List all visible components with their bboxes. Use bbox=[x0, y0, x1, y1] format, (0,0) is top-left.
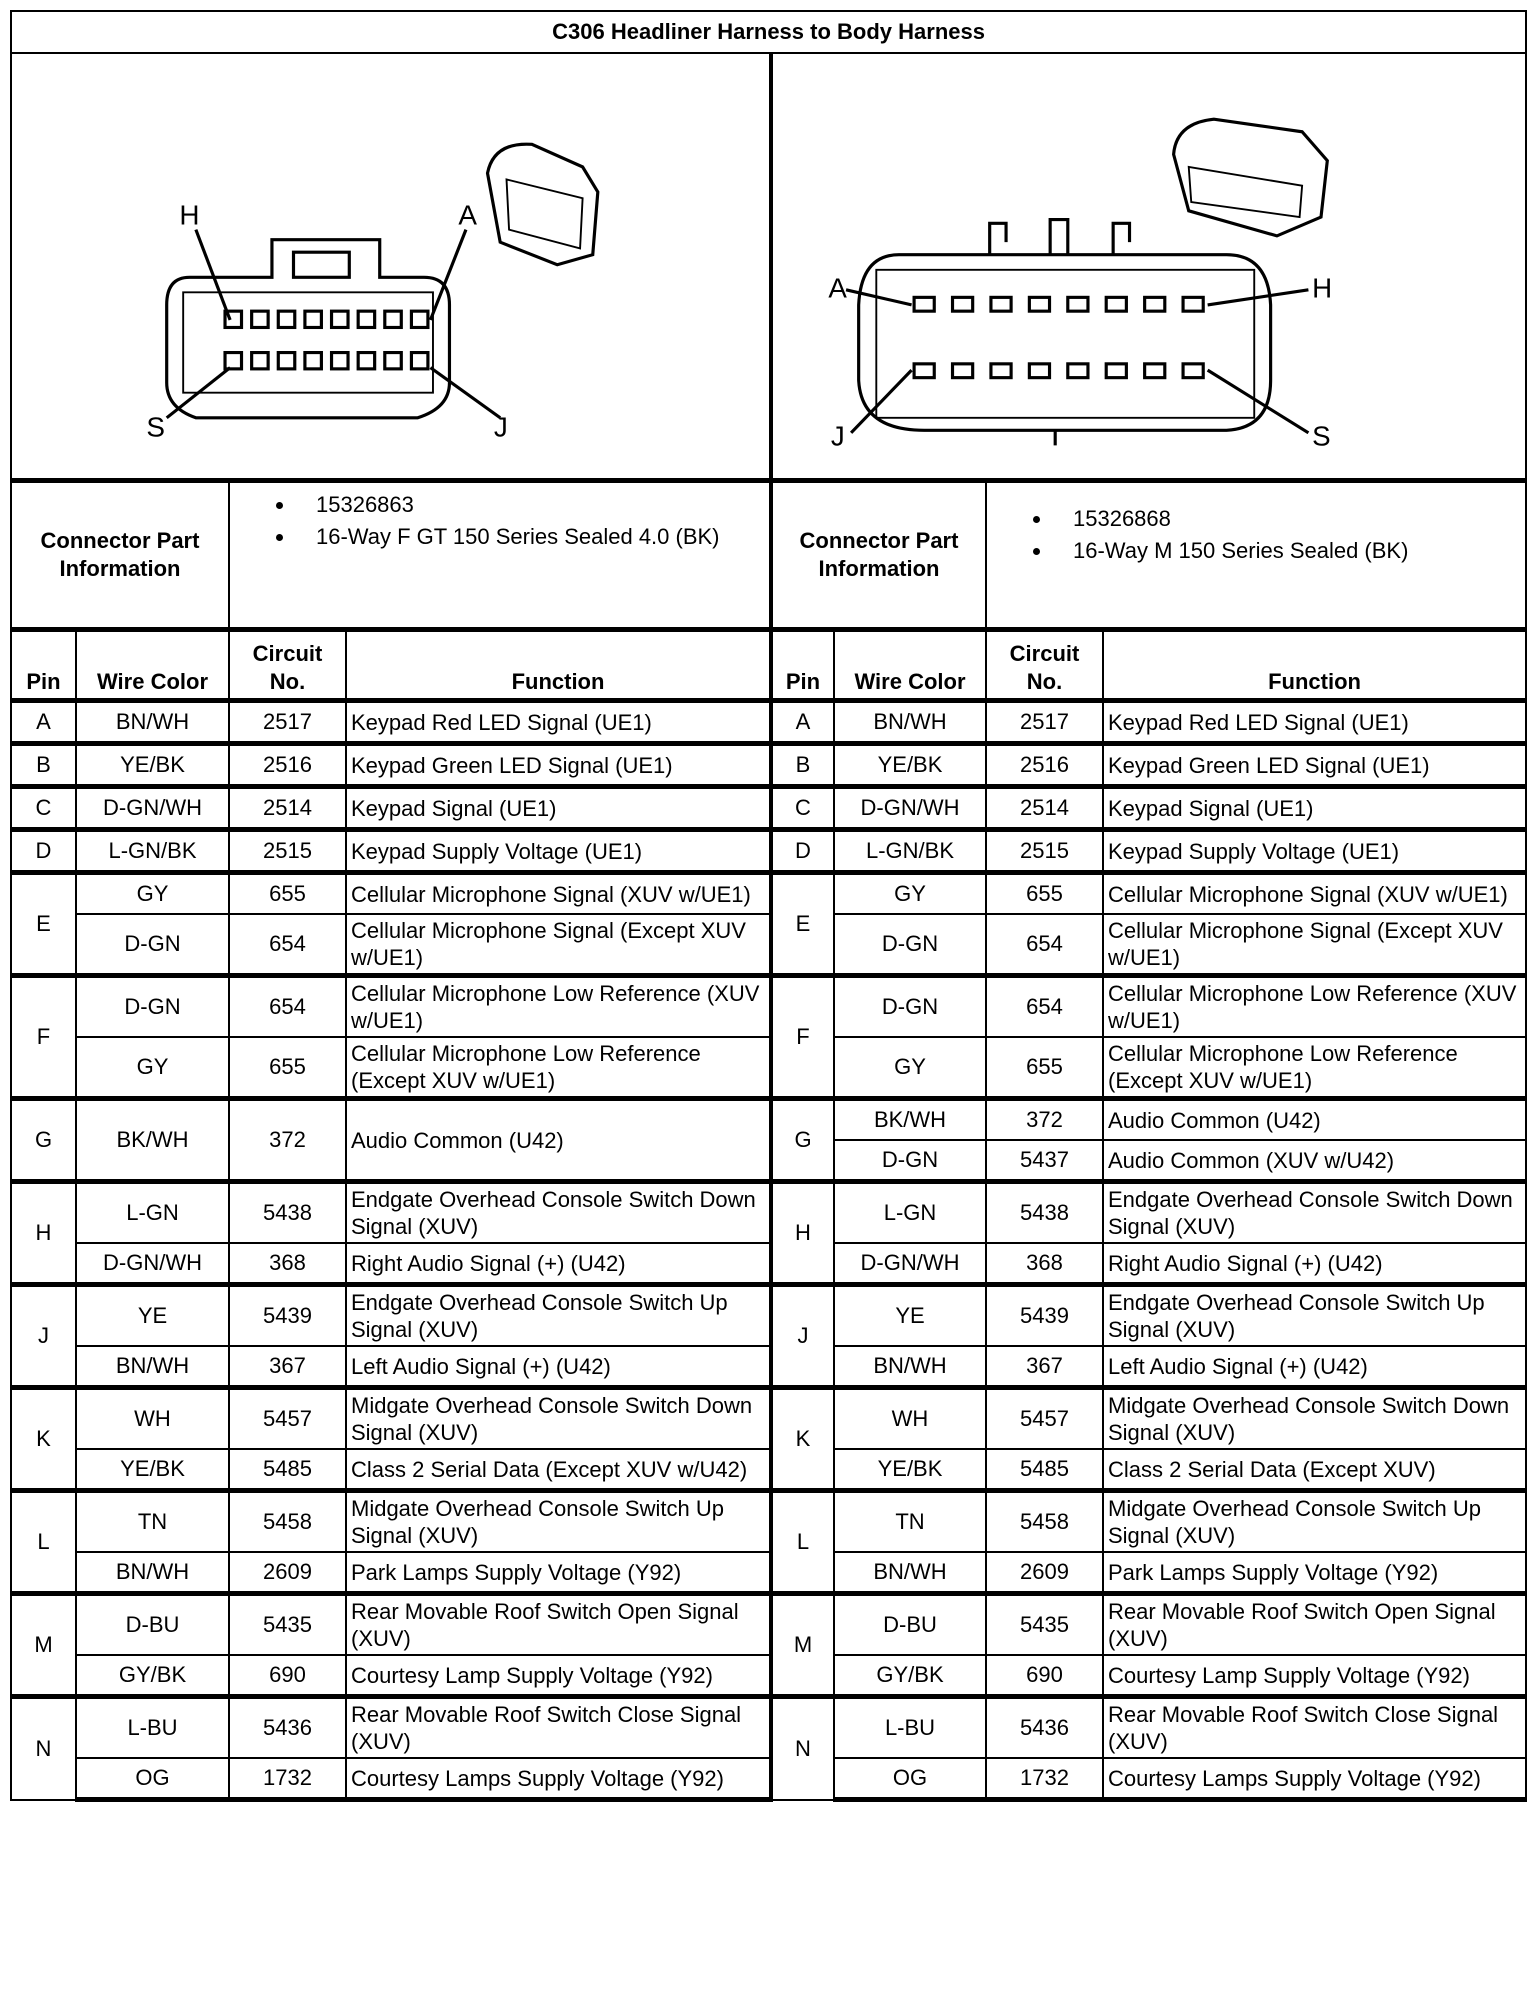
table-row bbox=[11, 1491, 1526, 1553]
pin-label-s: S bbox=[146, 411, 166, 443]
pin-cell: H bbox=[771, 1182, 834, 1285]
function-cell: Cellular Microphone Signal (Except XUV w/UE1) bbox=[1103, 914, 1526, 976]
left-part-number: • 15326863 bbox=[296, 491, 765, 519]
function-cell: Rear Movable Roof Switch Open Signal (XUV) bbox=[1103, 1594, 1526, 1656]
table-row bbox=[11, 744, 1526, 787]
circuit-cell: 5439 bbox=[229, 1285, 346, 1347]
pin-cavity bbox=[332, 353, 348, 369]
pin-cavity bbox=[1068, 364, 1088, 378]
wire-color-cell: D-GN bbox=[76, 914, 229, 976]
right-part-description: • 16-Way M 150 Series Sealed (BK) bbox=[1053, 537, 1521, 565]
pin-cell: E bbox=[11, 873, 76, 976]
function-cell: Keypad Green LED Signal (UE1) bbox=[346, 744, 771, 787]
function-cell: Rear Movable Roof Switch Close Signal (XUV) bbox=[346, 1697, 771, 1759]
pin-cavity bbox=[953, 297, 973, 311]
function-cell: Courtesy Lamp Supply Voltage (Y92) bbox=[1103, 1655, 1526, 1697]
table-row bbox=[11, 787, 1526, 830]
circuit-cell: 5457 bbox=[229, 1388, 346, 1450]
pin-cell: E bbox=[771, 873, 834, 976]
wire-color-cell: TN bbox=[76, 1491, 229, 1553]
wire-color-cell: GY/BK bbox=[834, 1655, 986, 1697]
function-cell: Audio Common (XUV w/U42) bbox=[1103, 1140, 1526, 1182]
function-cell: Audio Common (U42) bbox=[1103, 1099, 1526, 1141]
wire-color-cell: D-GN/WH bbox=[834, 1243, 986, 1285]
pin-cell: F bbox=[771, 976, 834, 1099]
function-cell: Park Lamps Supply Voltage (Y92) bbox=[1103, 1552, 1526, 1594]
pin-label-j: J bbox=[493, 411, 508, 443]
pin-cell: C bbox=[11, 787, 76, 830]
pin-cell: C bbox=[771, 787, 834, 830]
header-pin: Pin bbox=[771, 630, 834, 701]
circuit-cell: 367 bbox=[986, 1346, 1103, 1388]
table-row bbox=[11, 1594, 1526, 1656]
pin-cell: A bbox=[11, 701, 76, 744]
function-cell: Class 2 Serial Data (Except XUV w/U42) bbox=[346, 1449, 771, 1491]
function-cell: Left Audio Signal (+) (U42) bbox=[1103, 1346, 1526, 1388]
female-connector-icon bbox=[12, 54, 769, 478]
pin-label-j: J bbox=[830, 420, 845, 452]
circuit-cell: 654 bbox=[229, 976, 346, 1038]
function-cell: Cellular Microphone Signal (XUV w/UE1) bbox=[1103, 873, 1526, 915]
pin-cavity bbox=[1106, 297, 1126, 311]
wire-color-cell: GY bbox=[834, 1037, 986, 1099]
function-cell: Midgate Overhead Console Switch Up Signal (XUV) bbox=[346, 1491, 771, 1553]
circuit-cell: 5458 bbox=[986, 1491, 1103, 1553]
table-row bbox=[11, 1552, 1526, 1594]
wire-color-cell: D-GN/WH bbox=[76, 1243, 229, 1285]
pin-cavity bbox=[1068, 297, 1088, 311]
pin-cavity bbox=[991, 364, 1011, 378]
pin-cell: K bbox=[11, 1388, 76, 1491]
wire-color-cell: BK/WH bbox=[76, 1099, 229, 1182]
circuit-cell: 368 bbox=[229, 1243, 346, 1285]
circuit-cell: 5437 bbox=[986, 1140, 1103, 1182]
circuit-cell: 5435 bbox=[229, 1594, 346, 1656]
function-cell: Keypad Signal (UE1) bbox=[346, 787, 771, 830]
circuit-cell: 655 bbox=[986, 1037, 1103, 1099]
table-row bbox=[11, 1285, 1526, 1347]
pin-cavity bbox=[1145, 364, 1165, 378]
wire-color-cell: YE/BK bbox=[76, 744, 229, 787]
connector-pinout-table bbox=[10, 10, 1527, 1802]
circuit-cell: 654 bbox=[229, 914, 346, 976]
pin-cell: N bbox=[771, 1697, 834, 1800]
function-cell: Keypad Green LED Signal (UE1) bbox=[1103, 744, 1526, 787]
circuit-cell: 5435 bbox=[986, 1594, 1103, 1656]
right-connector-info-label: Connector Part Information bbox=[771, 481, 986, 630]
wire-color-cell: TN bbox=[834, 1491, 986, 1553]
wire-color-cell: D-GN bbox=[76, 976, 229, 1038]
table-row bbox=[11, 1037, 1526, 1099]
pin-cell: N bbox=[11, 1697, 76, 1800]
wire-color-cell: WH bbox=[834, 1388, 986, 1450]
circuit-cell: 654 bbox=[986, 914, 1103, 976]
pin-cell: J bbox=[771, 1285, 834, 1388]
wire-color-cell: D-BU bbox=[76, 1594, 229, 1656]
pin-cavity bbox=[252, 311, 268, 327]
circuit-cell: 372 bbox=[229, 1099, 346, 1182]
pin-cell: B bbox=[11, 744, 76, 787]
pin-cell: G bbox=[771, 1099, 834, 1182]
circuit-cell: 690 bbox=[229, 1655, 346, 1697]
pin-cavity bbox=[358, 353, 374, 369]
pin-cell: L bbox=[771, 1491, 834, 1594]
pin-cavity bbox=[225, 353, 241, 369]
function-cell: Endgate Overhead Console Switch Up Signal (XUV) bbox=[346, 1285, 771, 1347]
circuit-cell: 2515 bbox=[229, 830, 346, 873]
header-function: Function bbox=[1103, 630, 1526, 701]
wire-color-cell: L-BU bbox=[834, 1697, 986, 1759]
wire-color-cell: GY/BK bbox=[76, 1655, 229, 1697]
wire-color-cell: YE/BK bbox=[834, 1449, 986, 1491]
table-row bbox=[11, 701, 1526, 744]
function-cell: Midgate Overhead Console Switch Up Signal (XUV) bbox=[1103, 1491, 1526, 1553]
pin-cell: K bbox=[771, 1388, 834, 1491]
pin-cell: F bbox=[11, 976, 76, 1099]
function-cell: Audio Common (U42) bbox=[346, 1099, 771, 1182]
pin-cavity bbox=[914, 364, 934, 378]
header-pin: Pin bbox=[11, 630, 76, 701]
circuit-cell: 5485 bbox=[986, 1449, 1103, 1491]
pin-cavity bbox=[1183, 297, 1203, 311]
circuit-cell: 2514 bbox=[986, 787, 1103, 830]
wire-color-cell: D-BU bbox=[834, 1594, 986, 1656]
function-cell: Midgate Overhead Console Switch Down Signal (XUV) bbox=[346, 1388, 771, 1450]
circuit-cell: 5438 bbox=[229, 1182, 346, 1244]
pin-label-s: S bbox=[1312, 420, 1331, 452]
function-cell: Endgate Overhead Console Switch Up Signal (XUV) bbox=[1103, 1285, 1526, 1347]
table-row bbox=[11, 1758, 1526, 1800]
pin-cell: H bbox=[11, 1182, 76, 1285]
pin-label-h: H bbox=[1312, 272, 1333, 304]
function-cell: Courtesy Lamps Supply Voltage (Y92) bbox=[346, 1758, 771, 1800]
table-row bbox=[11, 1243, 1526, 1285]
pin-cavity bbox=[1029, 364, 1049, 378]
table-title: C306 Headliner Harness to Body Harness bbox=[11, 11, 1526, 53]
circuit-cell: 690 bbox=[986, 1655, 1103, 1697]
table-row bbox=[11, 1388, 1526, 1450]
circuit-cell: 2516 bbox=[229, 744, 346, 787]
wire-color-cell: D-GN bbox=[834, 1140, 986, 1182]
circuit-cell: 2517 bbox=[229, 701, 346, 744]
function-cell: Keypad Red LED Signal (UE1) bbox=[1103, 701, 1526, 744]
wire-color-cell: BK/WH bbox=[834, 1099, 986, 1141]
wire-color-cell: OG bbox=[834, 1758, 986, 1800]
male-connector-icon bbox=[773, 54, 1525, 478]
circuit-cell: 5436 bbox=[229, 1697, 346, 1759]
pin-cavity bbox=[1183, 364, 1203, 378]
pin-cavity bbox=[411, 311, 427, 327]
left-connector-info bbox=[229, 481, 771, 630]
circuit-cell: 655 bbox=[229, 1037, 346, 1099]
circuit-cell: 2517 bbox=[986, 701, 1103, 744]
circuit-cell: 5485 bbox=[229, 1449, 346, 1491]
table-row bbox=[11, 976, 1526, 1038]
function-cell: Cellular Microphone Signal (Except XUV w/UE1) bbox=[346, 914, 771, 976]
pin-cell: M bbox=[11, 1594, 76, 1697]
function-cell: Cellular Microphone Signal (XUV w/UE1) bbox=[346, 873, 771, 915]
circuit-cell: 2514 bbox=[229, 787, 346, 830]
function-cell: Courtesy Lamp Supply Voltage (Y92) bbox=[346, 1655, 771, 1697]
circuit-cell: 5457 bbox=[986, 1388, 1103, 1450]
wire-color-cell: BN/WH bbox=[834, 1552, 986, 1594]
pin-cavity bbox=[305, 353, 321, 369]
table-row bbox=[11, 830, 1526, 873]
right-part-number: • 15326868 bbox=[1053, 505, 1521, 533]
pin-cavity bbox=[332, 311, 348, 327]
pin-cavity bbox=[358, 311, 374, 327]
wire-color-cell: GY bbox=[76, 873, 229, 915]
pin-cavity bbox=[1029, 297, 1049, 311]
pin-cavity bbox=[991, 297, 1011, 311]
function-cell: Cellular Microphone Low Reference (Except XUV w/UE1) bbox=[346, 1037, 771, 1099]
function-cell: Endgate Overhead Console Switch Down Signal (XUV) bbox=[346, 1182, 771, 1244]
wire-color-cell: BN/WH bbox=[76, 1552, 229, 1594]
pin-cavity bbox=[1145, 297, 1165, 311]
table-row bbox=[11, 1346, 1526, 1388]
circuit-cell: 2609 bbox=[229, 1552, 346, 1594]
pin-cell: L bbox=[11, 1491, 76, 1594]
table-row bbox=[11, 1697, 1526, 1759]
circuit-cell: 2515 bbox=[986, 830, 1103, 873]
pin-cavity bbox=[385, 311, 401, 327]
wire-color-cell: L-GN/BK bbox=[76, 830, 229, 873]
function-cell: Keypad Supply Voltage (UE1) bbox=[1103, 830, 1526, 873]
pin-cell: G bbox=[11, 1099, 76, 1182]
wire-color-cell: L-BU bbox=[76, 1697, 229, 1759]
function-cell: Keypad Signal (UE1) bbox=[1103, 787, 1526, 830]
wire-color-cell: L-GN/BK bbox=[834, 830, 986, 873]
function-cell: Endgate Overhead Console Switch Down Signal (XUV) bbox=[1103, 1182, 1526, 1244]
pin-cell: B bbox=[771, 744, 834, 787]
wire-color-cell: GY bbox=[76, 1037, 229, 1099]
wire-color-cell: BN/WH bbox=[76, 1346, 229, 1388]
wire-color-cell: L-GN bbox=[76, 1182, 229, 1244]
wire-color-cell: D-GN bbox=[834, 914, 986, 976]
pin-cavity bbox=[1106, 364, 1126, 378]
table-row bbox=[11, 873, 1526, 915]
header-wire-color: Wire Color bbox=[76, 630, 229, 701]
pin-cavity bbox=[305, 311, 321, 327]
pin-cavity bbox=[252, 353, 268, 369]
circuit-cell: 2609 bbox=[986, 1552, 1103, 1594]
table-row bbox=[11, 914, 1526, 976]
wire-color-cell: D-GN/WH bbox=[76, 787, 229, 830]
circuit-cell: 1732 bbox=[986, 1758, 1103, 1800]
wire-color-cell: GY bbox=[834, 873, 986, 915]
column-headers bbox=[11, 630, 1526, 701]
table-row bbox=[11, 1655, 1526, 1697]
circuit-cell: 654 bbox=[986, 976, 1103, 1038]
wire-color-cell: YE bbox=[834, 1285, 986, 1347]
wire-color-cell: L-GN bbox=[834, 1182, 986, 1244]
function-cell: Class 2 Serial Data (Except XUV) bbox=[1103, 1449, 1526, 1491]
header-circuit: Circuit No. bbox=[229, 630, 346, 701]
function-cell: Cellular Microphone Low Reference (XUV w/UE1) bbox=[346, 976, 771, 1038]
header-function: Function bbox=[346, 630, 771, 701]
function-cell: Keypad Supply Voltage (UE1) bbox=[346, 830, 771, 873]
function-cell: Left Audio Signal (+) (U42) bbox=[346, 1346, 771, 1388]
function-cell: Right Audio Signal (+) (U42) bbox=[346, 1243, 771, 1285]
function-cell: Courtesy Lamps Supply Voltage (Y92) bbox=[1103, 1758, 1526, 1800]
table-row bbox=[11, 1449, 1526, 1491]
circuit-cell: 368 bbox=[986, 1243, 1103, 1285]
table-row bbox=[11, 1099, 1526, 1141]
circuit-cell: 5439 bbox=[986, 1285, 1103, 1347]
right-connector-info bbox=[986, 481, 1526, 630]
pin-cell: D bbox=[11, 830, 76, 873]
header-circuit: Circuit No. bbox=[986, 630, 1103, 701]
function-cell: Right Audio Signal (+) (U42) bbox=[1103, 1243, 1526, 1285]
pin-cell: M bbox=[771, 1594, 834, 1697]
female-connector-diagram bbox=[11, 53, 771, 481]
wire-color-cell: BN/WH bbox=[834, 701, 986, 744]
pin-cavity bbox=[278, 353, 294, 369]
circuit-cell: 655 bbox=[986, 873, 1103, 915]
pin-label-a: A bbox=[828, 272, 847, 304]
function-cell: Rear Movable Roof Switch Close Signal (XUV) bbox=[1103, 1697, 1526, 1759]
pin-cavity bbox=[278, 311, 294, 327]
left-part-description: • 16-Way F GT 150 Series Sealed 4.0 (BK) bbox=[296, 523, 765, 551]
wire-color-cell: YE/BK bbox=[76, 1449, 229, 1491]
pin-cavity bbox=[385, 353, 401, 369]
pin-cavity bbox=[914, 297, 934, 311]
circuit-cell: 1732 bbox=[229, 1758, 346, 1800]
pin-label-a: A bbox=[458, 199, 477, 231]
circuit-cell: 2516 bbox=[986, 744, 1103, 787]
table-row bbox=[11, 1182, 1526, 1244]
wire-color-cell: YE bbox=[76, 1285, 229, 1347]
wire-color-cell: D-GN bbox=[834, 976, 986, 1038]
wire-color-cell: D-GN/WH bbox=[834, 787, 986, 830]
function-cell: Midgate Overhead Console Switch Down Signal (XUV) bbox=[1103, 1388, 1526, 1450]
circuit-cell: 655 bbox=[229, 873, 346, 915]
pin-cell: D bbox=[771, 830, 834, 873]
circuit-cell: 5436 bbox=[986, 1697, 1103, 1759]
wire-color-cell: BN/WH bbox=[76, 701, 229, 744]
function-cell: Park Lamps Supply Voltage (Y92) bbox=[346, 1552, 771, 1594]
function-cell: Keypad Red LED Signal (UE1) bbox=[346, 701, 771, 744]
wire-color-cell: BN/WH bbox=[834, 1346, 986, 1388]
header-wire-color: Wire Color bbox=[834, 630, 986, 701]
function-cell: Cellular Microphone Low Reference (XUV w/UE1) bbox=[1103, 976, 1526, 1038]
wire-color-cell: YE/BK bbox=[834, 744, 986, 787]
circuit-cell: 367 bbox=[229, 1346, 346, 1388]
pin-label-h: H bbox=[179, 199, 200, 231]
pin-cell: A bbox=[771, 701, 834, 744]
left-connector-info-label: Connector Part Information bbox=[11, 481, 229, 630]
function-cell: Rear Movable Roof Switch Open Signal (XUV) bbox=[346, 1594, 771, 1656]
function-cell: Cellular Microphone Low Reference (Except XUV w/UE1) bbox=[1103, 1037, 1526, 1099]
circuit-cell: 372 bbox=[986, 1099, 1103, 1141]
wire-color-cell: OG bbox=[76, 1758, 229, 1800]
male-connector-diagram bbox=[771, 53, 1526, 481]
pin-cell: J bbox=[11, 1285, 76, 1388]
pin-cavity bbox=[953, 364, 973, 378]
pin-cavity bbox=[411, 353, 427, 369]
circuit-cell: 5458 bbox=[229, 1491, 346, 1553]
wire-color-cell: WH bbox=[76, 1388, 229, 1450]
circuit-cell: 5438 bbox=[986, 1182, 1103, 1244]
